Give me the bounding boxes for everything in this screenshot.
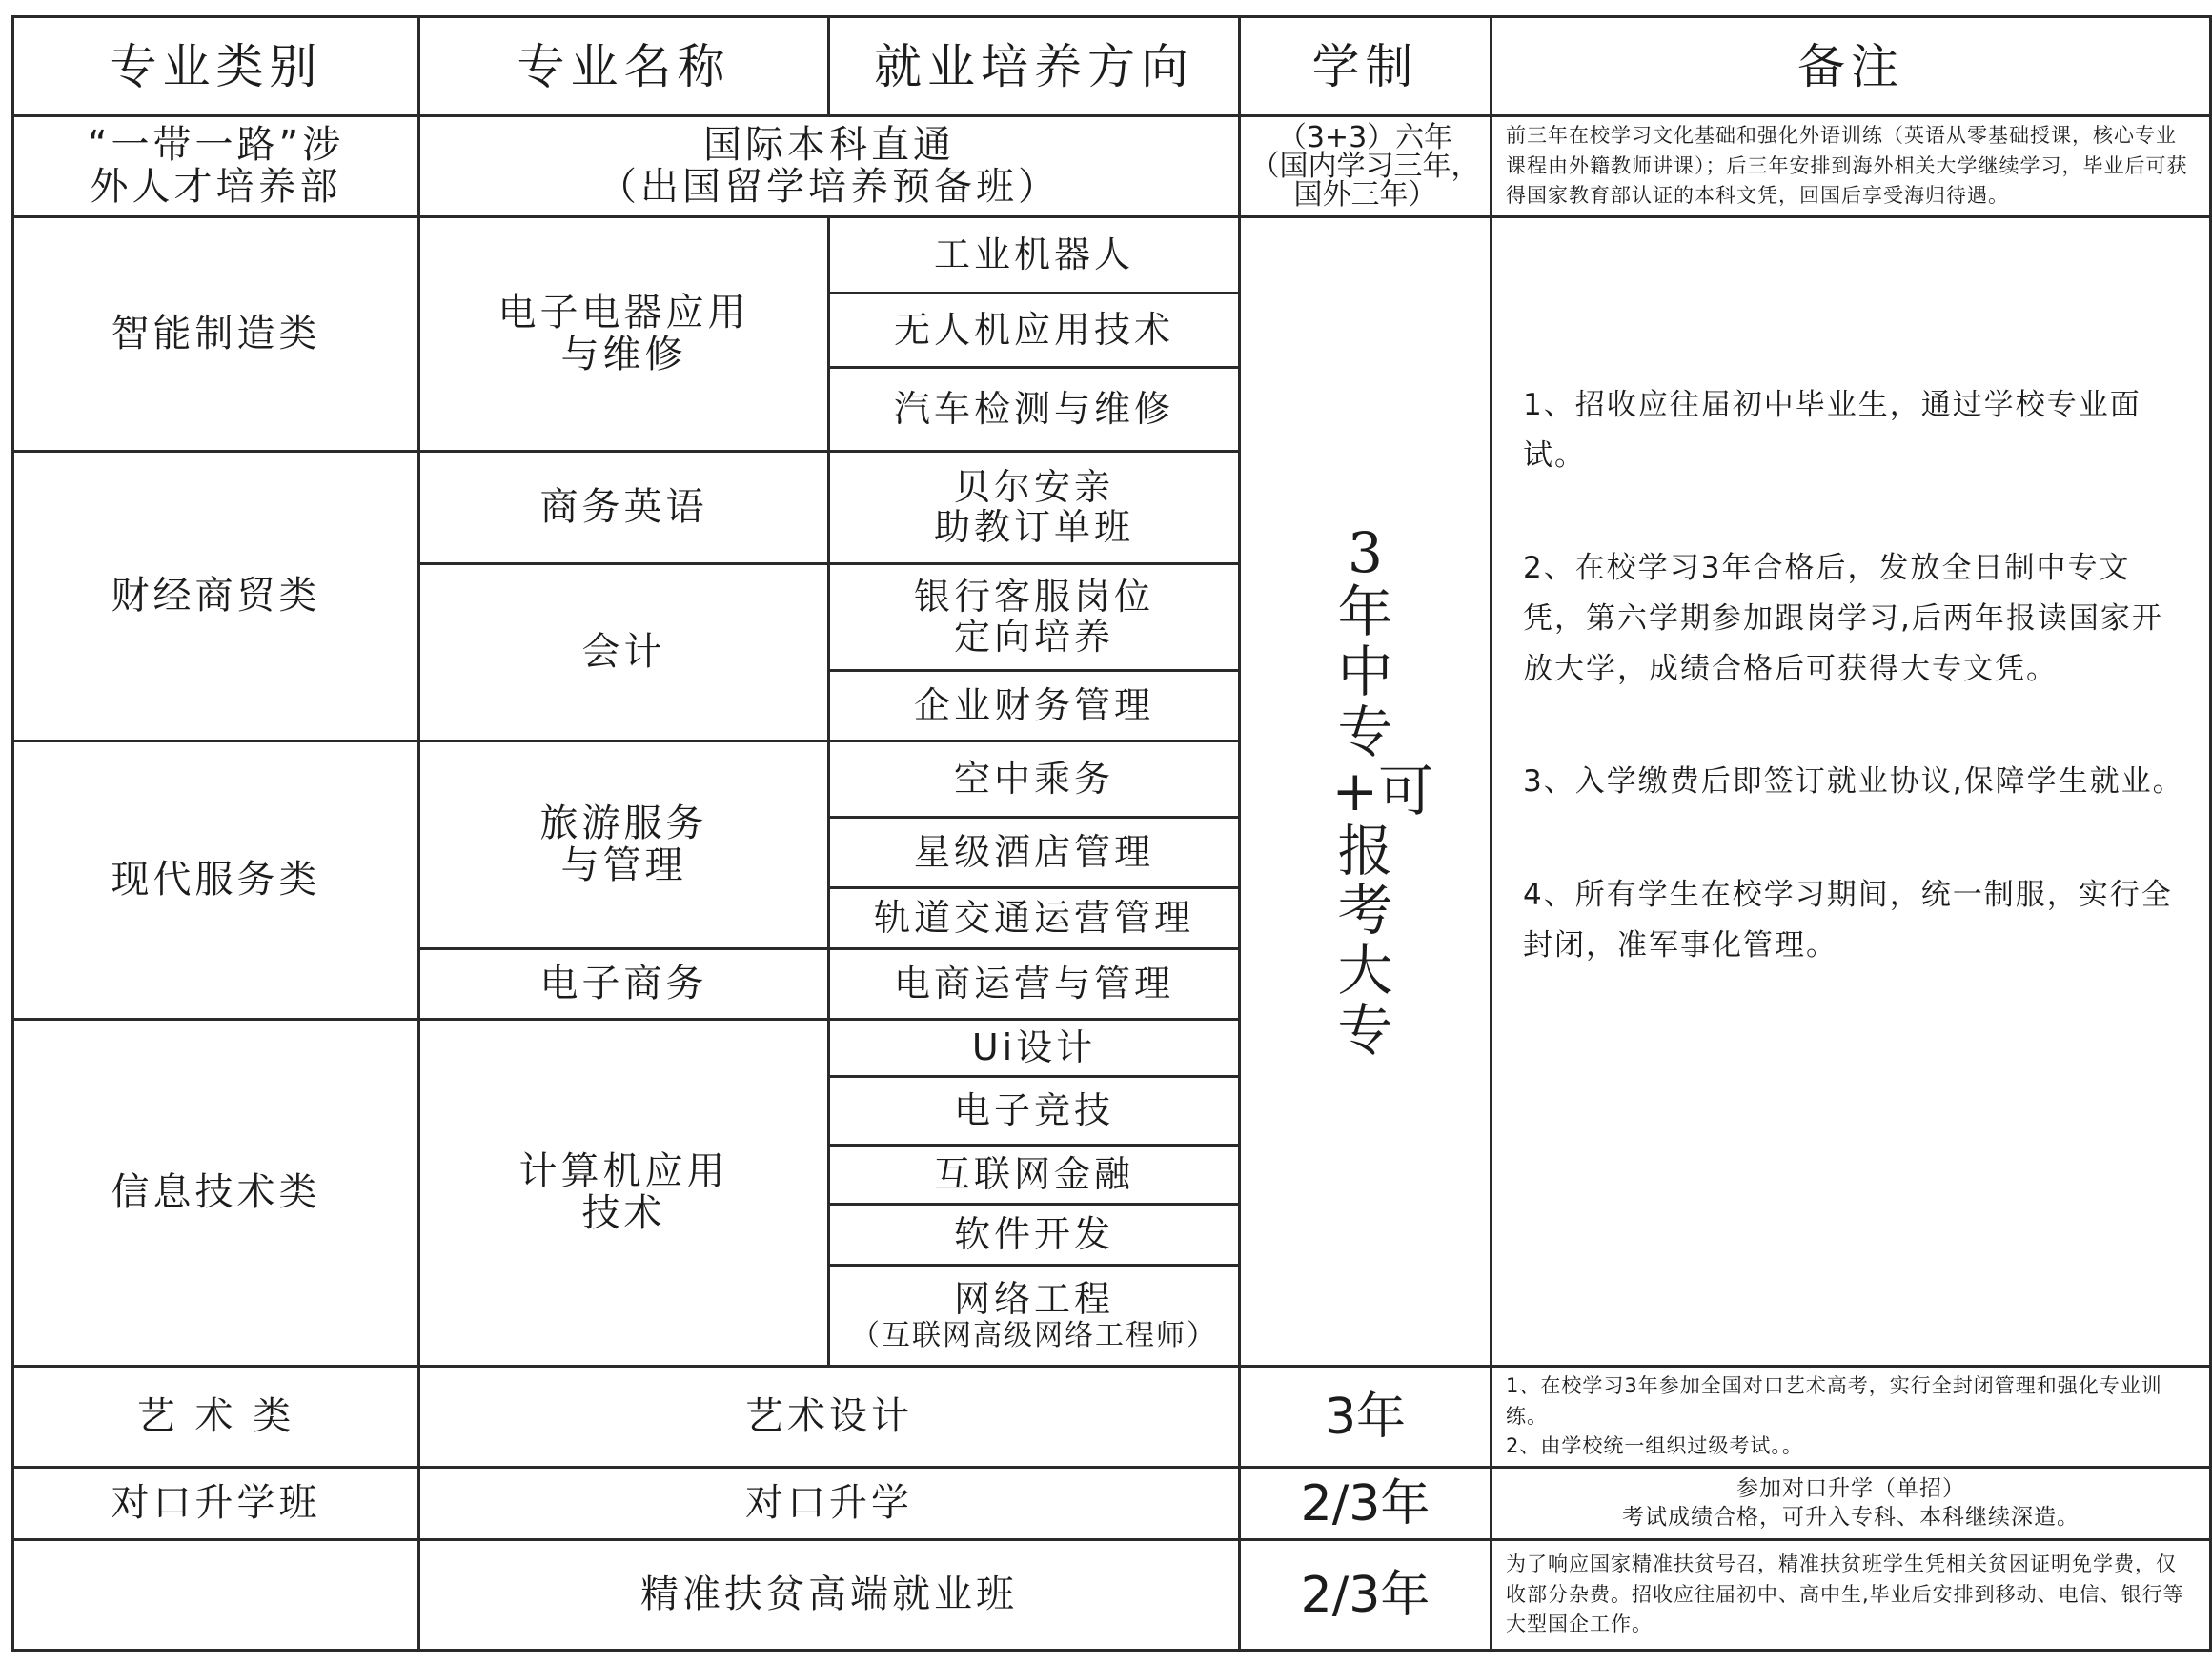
table-row: [13, 1468, 2211, 1540]
shared-duration-text: 3年中专+可报考大专: [1331, 519, 1434, 1063]
header-duration: 学制: [1240, 17, 1492, 116]
direction-cell: 空中乘务: [829, 741, 1240, 818]
header-row: [13, 17, 2211, 116]
shared-duration-cell: [1240, 217, 1492, 1367]
direction-cell: 无人机应用技术: [829, 294, 1240, 368]
remarks-cell: 参加对口升学（单招） 考试成绩合格，可升入专科、本科继续深造。: [1492, 1468, 2211, 1540]
major-cell: 旅游服务 与管理: [419, 741, 829, 949]
direction-cell: [829, 1266, 1240, 1367]
major-cell: 电子商务: [419, 949, 829, 1020]
shared-remarks-cell: [1492, 217, 2211, 1367]
direction-cell: 星级酒店管理: [829, 818, 1240, 888]
direction-subtitle: （互联网高级网络工程师）: [851, 1318, 1217, 1352]
table-row: [13, 217, 2211, 294]
direction-cell: 电子竞技: [829, 1077, 1240, 1146]
majors-table: [11, 15, 2212, 1652]
duration-cell: （3+3）六年 （国内学习三年， 国外三年）: [1240, 116, 1492, 217]
remarks-cell: 1、在校学习3年参加全国对口艺术高考，实行全封闭管理和强化专业训练。 2、由学校统一组织过级考试。。: [1492, 1367, 2211, 1468]
direction-cell: 汽车检测与维修: [829, 368, 1240, 452]
remark-item: 4、所有学生在校学习期间，统一制服，实行全封闭，准军事化管理。: [1523, 878, 2173, 963]
major-cell: 商务英语: [419, 452, 829, 564]
remarks-cell: 为了响应国家精准扶贫号召，精准扶贫班学生凭相关贫困证明免学费，仅收部分杂费。招收应往届初中、高中生,毕业后安排到移动、电信、银行等大型国企工作。: [1492, 1540, 2211, 1651]
header-major: 专业名称: [419, 17, 829, 116]
duration-cell: 2/3年: [1240, 1468, 1492, 1540]
remark-item: 3、入学缴费后即签订就业协议,保障学生就业。: [1523, 764, 2184, 800]
table-row: [13, 1367, 2211, 1468]
category-cell: 现代服务类: [13, 741, 419, 1020]
duration-cell: 3年: [1240, 1367, 1492, 1468]
major-cell: 计算机应用 技术: [419, 1020, 829, 1367]
table-row: [13, 116, 2211, 217]
direction-cell: 电商运营与管理: [829, 949, 1240, 1020]
major-cell: 艺术设计: [419, 1367, 1240, 1468]
major-cell: 精准扶贫高端就业班: [419, 1540, 1240, 1651]
major-cell: 对口升学: [419, 1468, 1240, 1540]
category-cell: [13, 1540, 419, 1651]
table-row: [13, 1540, 2211, 1651]
category-cell: 对口升学班: [13, 1468, 419, 1540]
direction-cell: 工业机器人: [829, 217, 1240, 294]
direction-title: 网络工程: [953, 1277, 1114, 1320]
duration-cell: 2/3年: [1240, 1540, 1492, 1651]
remark-item: 1、招收应往届初中毕业生，通过学校专业面试。: [1523, 388, 2141, 473]
direction-cell: 轨道交通运营管理: [829, 888, 1240, 949]
direction-cell: 企业财务管理: [829, 671, 1240, 741]
header-category: 专业类别: [13, 17, 419, 116]
direction-cell: Ui设计: [829, 1020, 1240, 1077]
category-cell: “一带一路”涉 外人才培养部: [13, 116, 419, 217]
major-cell: 国际本科直通 （出国留学培养预备班）: [419, 116, 1240, 217]
header-remarks: 备注: [1492, 17, 2211, 116]
direction-cell: 互联网金融: [829, 1146, 1240, 1205]
category-cell: 财经商贸类: [13, 452, 419, 741]
major-cell: 电子电器应用 与维修: [419, 217, 829, 452]
direction-cell: 软件开发: [829, 1205, 1240, 1266]
direction-cell: 贝尔安亲 助教订单班: [829, 452, 1240, 564]
category-cell: 信息技术类: [13, 1020, 419, 1367]
category-cell: 智能制造类: [13, 217, 419, 452]
header-direction: 就业培养方向: [829, 17, 1240, 116]
remark-item: 2、在校学习3年合格后，发放全日制中专文凭，第六学期参加跟岗学习,后两年报读国家开放大学，成绩合格后可获得大专文凭。: [1523, 551, 2163, 686]
category-cell: 艺 术 类: [13, 1367, 419, 1468]
direction-cell: 银行客服岗位 定向培养: [829, 564, 1240, 671]
major-cell: 会计: [419, 564, 829, 741]
remarks-cell: 前三年在校学习文化基础和强化外语训练（英语从零基础授课，核心专业课程由外籍教师讲课）；后三年安排到海外相关大学继续学习，毕业后可获得国家教育部认证的本科文凭，回国后享受海归待遇。: [1492, 116, 2211, 217]
